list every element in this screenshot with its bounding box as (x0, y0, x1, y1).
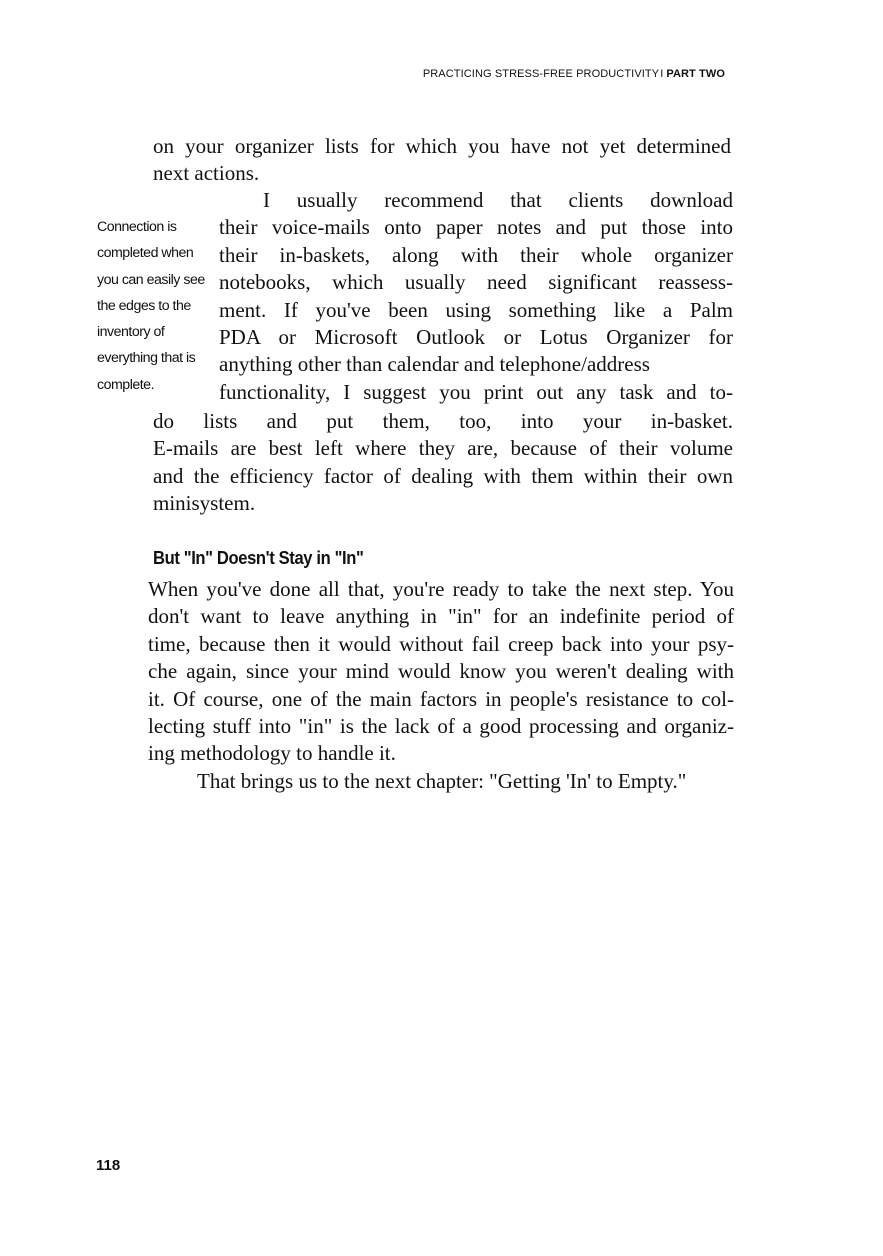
text-line: it. Of course, one of the main factors in people's resistance to col- (148, 686, 734, 711)
running-head-part: PART TWO (666, 68, 725, 80)
text-line: time, because then it would without fail creep back into your psy- (148, 631, 734, 656)
text-line: and the efficiency factor of dealing with them within their own (153, 463, 733, 488)
indented-paragraph (219, 187, 733, 406)
text-line: notebooks, which usually need significant reassess- (219, 270, 733, 295)
running-head-separator: I (660, 68, 664, 80)
margin-note-line: completed when (97, 245, 194, 262)
running-head-section: PRACTICING STRESS-FREE PRODUCTIVITY (422, 68, 660, 80)
margin-note-line: everything that is (97, 350, 196, 367)
text-line: on your organizer lists for which you have not yet determined (153, 134, 731, 158)
margin-note-line: Connection is (97, 219, 177, 235)
page-number: 118 (96, 1157, 121, 1174)
text-line: next actions. (153, 161, 260, 186)
margin-note (97, 214, 219, 398)
text-line: lecting stuff into "in" is the lack of a good processing and organiz- (148, 714, 734, 739)
running-head (0, 68, 725, 80)
margin-note-line: inventory of (97, 324, 165, 341)
text-line: their in-baskets, along with their whole organizer (219, 242, 733, 267)
margin-note-line: you can easily see (97, 271, 205, 288)
section-paragraph (148, 576, 734, 768)
text-line: their voice-mails onto paper notes and put those into (219, 215, 733, 240)
continued-paragraph (153, 133, 731, 188)
margin-note-line: complete. (97, 376, 155, 393)
section-heading: But "In" Doesn't Stay in "In" (153, 548, 364, 568)
text-line: don't want to leave anything in "in" for an indefinite period of (148, 604, 734, 629)
text-line: ment. If you've been using something like a Palm (219, 297, 733, 322)
text-line: che again, since your mind would know you weren't dealing with (148, 659, 734, 684)
text-line: I usually recommend that clients download (263, 188, 733, 212)
text-line: anything other than calendar and telephone/address (219, 352, 650, 377)
text-line: PDA or Microsoft Outlook or Lotus Organizer for (219, 325, 733, 350)
paragraph-tail (153, 408, 733, 518)
closing-sentence: That brings us to the next chapter: "Getting 'In' to Empty." (197, 769, 687, 793)
text-line: do lists and put them, too, into your in-basket. (153, 409, 733, 433)
margin-note-line: the edges to the (97, 297, 191, 314)
text-line: E-mails are best left where they are, because of their volume (153, 436, 733, 461)
text-line: functionality, I suggest you print out any task and to- (219, 379, 733, 404)
text-line: When you've done all that, you're ready to take the next step. You (148, 577, 734, 601)
text-line: ing methodology to handle it. (148, 741, 396, 766)
text-line: minisystem. (153, 491, 256, 516)
